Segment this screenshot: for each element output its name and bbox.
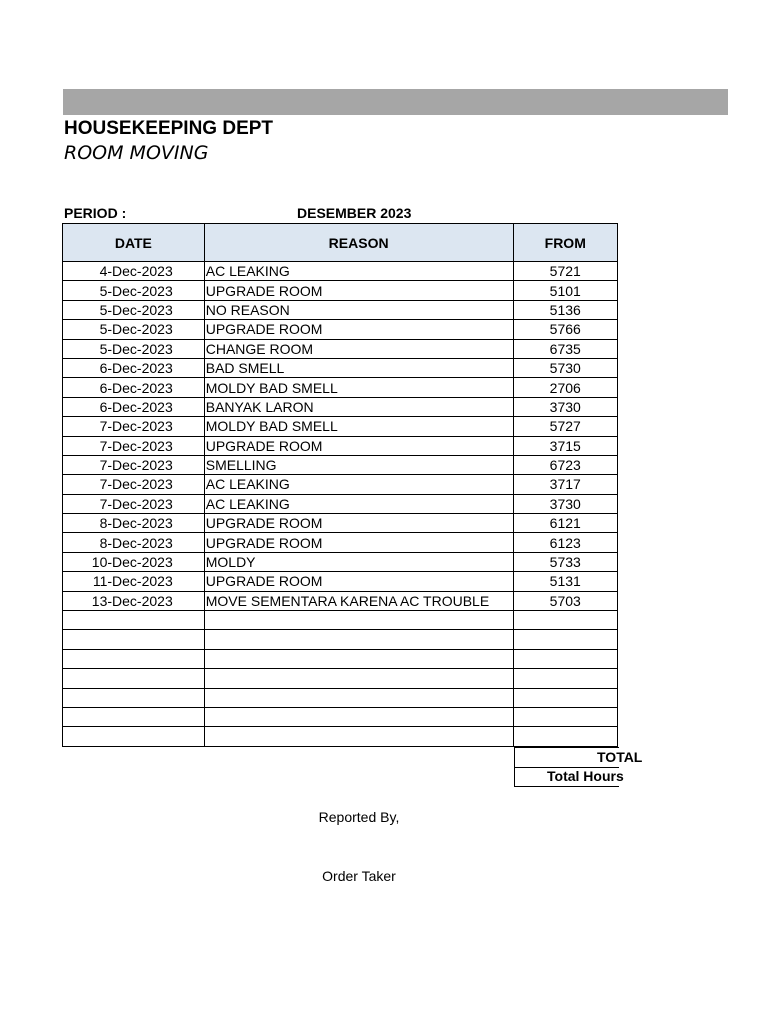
reason-cell: MOLDY BAD SMELL: [204, 378, 513, 397]
from-cell: [513, 649, 617, 668]
table-row: [63, 436, 618, 455]
reason-cell: UPGRADE ROOM: [204, 281, 513, 300]
from-cell: 5727: [513, 417, 617, 436]
from-cell: 6735: [513, 339, 617, 358]
table-row: [63, 378, 618, 397]
order-taker-label: Order Taker: [322, 868, 396, 884]
date-cell: 5-Dec-2023: [63, 339, 205, 358]
reason-cell: [204, 727, 513, 746]
date-cell: 8-Dec-2023: [63, 533, 205, 552]
date-cell: 4-Dec-2023: [63, 262, 205, 281]
table-row: [63, 611, 618, 630]
from-cell: 3730: [513, 494, 617, 513]
from-cell: 5703: [513, 591, 617, 610]
date-cell: 6-Dec-2023: [63, 378, 205, 397]
table-row: [63, 320, 618, 339]
date-cell: 6-Dec-2023: [63, 397, 205, 416]
table-row: [63, 669, 618, 688]
date-cell: [63, 649, 205, 668]
table-row: [63, 455, 618, 474]
date-cell: 5-Dec-2023: [63, 300, 205, 319]
from-cell: 5721: [513, 262, 617, 281]
room-moving-table-container: [62, 223, 618, 747]
reason-cell: SMELLING: [204, 455, 513, 474]
table-row: [63, 514, 618, 533]
reason-cell: UPGRADE ROOM: [204, 533, 513, 552]
reason-cell: MOVE SEMENTARA KARENA AC TROUBLE: [204, 591, 513, 610]
from-cell: 5733: [513, 552, 617, 571]
table-row: [63, 339, 618, 358]
period-value: DESEMBER 2023: [297, 205, 412, 221]
from-cell: [513, 727, 617, 746]
from-cell: 3715: [513, 436, 617, 455]
from-cell: 5136: [513, 300, 617, 319]
reason-cell: BANYAK LARON: [204, 397, 513, 416]
table-row: [63, 533, 618, 552]
from-cell: [513, 707, 617, 726]
date-cell: [63, 611, 205, 630]
table-row: [63, 281, 618, 300]
reported-by-label: Reported By,: [318, 809, 400, 825]
reason-cell: BAD SMELL: [204, 358, 513, 377]
from-cell: [513, 688, 617, 707]
from-cell: 5131: [513, 572, 617, 591]
table-row: [63, 649, 618, 668]
date-cell: [63, 727, 205, 746]
reason-cell: NO REASON: [204, 300, 513, 319]
department-title: HOUSEKEEPING DEPT: [64, 118, 274, 139]
table-row: [63, 397, 618, 416]
table-row: [63, 591, 618, 610]
from-cell: 5730: [513, 358, 617, 377]
from-cell: [513, 630, 617, 649]
from-cell: 6121: [513, 514, 617, 533]
date-cell: 5-Dec-2023: [63, 320, 205, 339]
table-row: [63, 300, 618, 319]
table-row: [63, 727, 618, 746]
date-cell: 6-Dec-2023: [63, 358, 205, 377]
reason-cell: UPGRADE ROOM: [204, 572, 513, 591]
reason-cell: MOLDY BAD SMELL: [204, 417, 513, 436]
date-cell: 13-Dec-2023: [63, 591, 205, 610]
date-cell: 7-Dec-2023: [63, 494, 205, 513]
table-row: [63, 552, 618, 571]
reason-cell: MOLDY: [204, 552, 513, 571]
date-cell: 7-Dec-2023: [63, 475, 205, 494]
report-subtitle: ROOM MOVING: [64, 142, 209, 164]
date-cell: 5-Dec-2023: [63, 281, 205, 300]
date-cell: 11-Dec-2023: [63, 572, 205, 591]
table-row: [63, 572, 618, 591]
date-cell: 7-Dec-2023: [63, 455, 205, 474]
from-cell: 5101: [513, 281, 617, 300]
period-label: PERIOD :: [64, 205, 127, 221]
reason-cell: [204, 707, 513, 726]
date-cell: 10-Dec-2023: [63, 552, 205, 571]
reason-cell: AC LEAKING: [204, 494, 513, 513]
reason-cell: UPGRADE ROOM: [204, 436, 513, 455]
top-banner-bar: [63, 89, 728, 115]
reason-cell: CHANGE ROOM: [204, 339, 513, 358]
reason-cell: [204, 688, 513, 707]
column-header-reason: REASON: [204, 224, 513, 262]
total-label: TOTAL: [597, 749, 643, 765]
table-row: [63, 494, 618, 513]
date-cell: 8-Dec-2023: [63, 514, 205, 533]
date-cell: [63, 669, 205, 688]
reason-cell: AC LEAKING: [204, 262, 513, 281]
reason-cell: UPGRADE ROOM: [204, 320, 513, 339]
from-cell: 2706: [513, 378, 617, 397]
table-row: [63, 475, 618, 494]
date-cell: [63, 688, 205, 707]
from-cell: [513, 611, 617, 630]
column-header-from: FROM: [513, 224, 617, 262]
table-row: [63, 417, 618, 436]
reason-cell: [204, 669, 513, 688]
reason-cell: [204, 611, 513, 630]
table-row: [63, 688, 618, 707]
date-cell: 7-Dec-2023: [63, 417, 205, 436]
from-cell: 5766: [513, 320, 617, 339]
reason-cell: [204, 630, 513, 649]
from-cell: 3717: [513, 475, 617, 494]
from-cell: 6123: [513, 533, 617, 552]
date-cell: [63, 707, 205, 726]
table-row: [63, 630, 618, 649]
total-hours-label: Total Hours: [547, 768, 624, 784]
reason-cell: AC LEAKING: [204, 475, 513, 494]
table-row: [63, 262, 618, 281]
from-cell: 6723: [513, 455, 617, 474]
date-cell: 7-Dec-2023: [63, 436, 205, 455]
column-header-date: DATE: [63, 224, 205, 262]
reason-cell: [204, 649, 513, 668]
table-row: [63, 358, 618, 377]
total-hours-cell: [514, 767, 624, 787]
from-cell: [513, 669, 617, 688]
table-header-row: [63, 224, 618, 262]
reason-cell: UPGRADE ROOM: [204, 514, 513, 533]
from-cell: 3730: [513, 397, 617, 416]
total-cell: [514, 747, 643, 768]
room-moving-table: [62, 223, 618, 747]
table-row: [63, 707, 618, 726]
date-cell: [63, 630, 205, 649]
